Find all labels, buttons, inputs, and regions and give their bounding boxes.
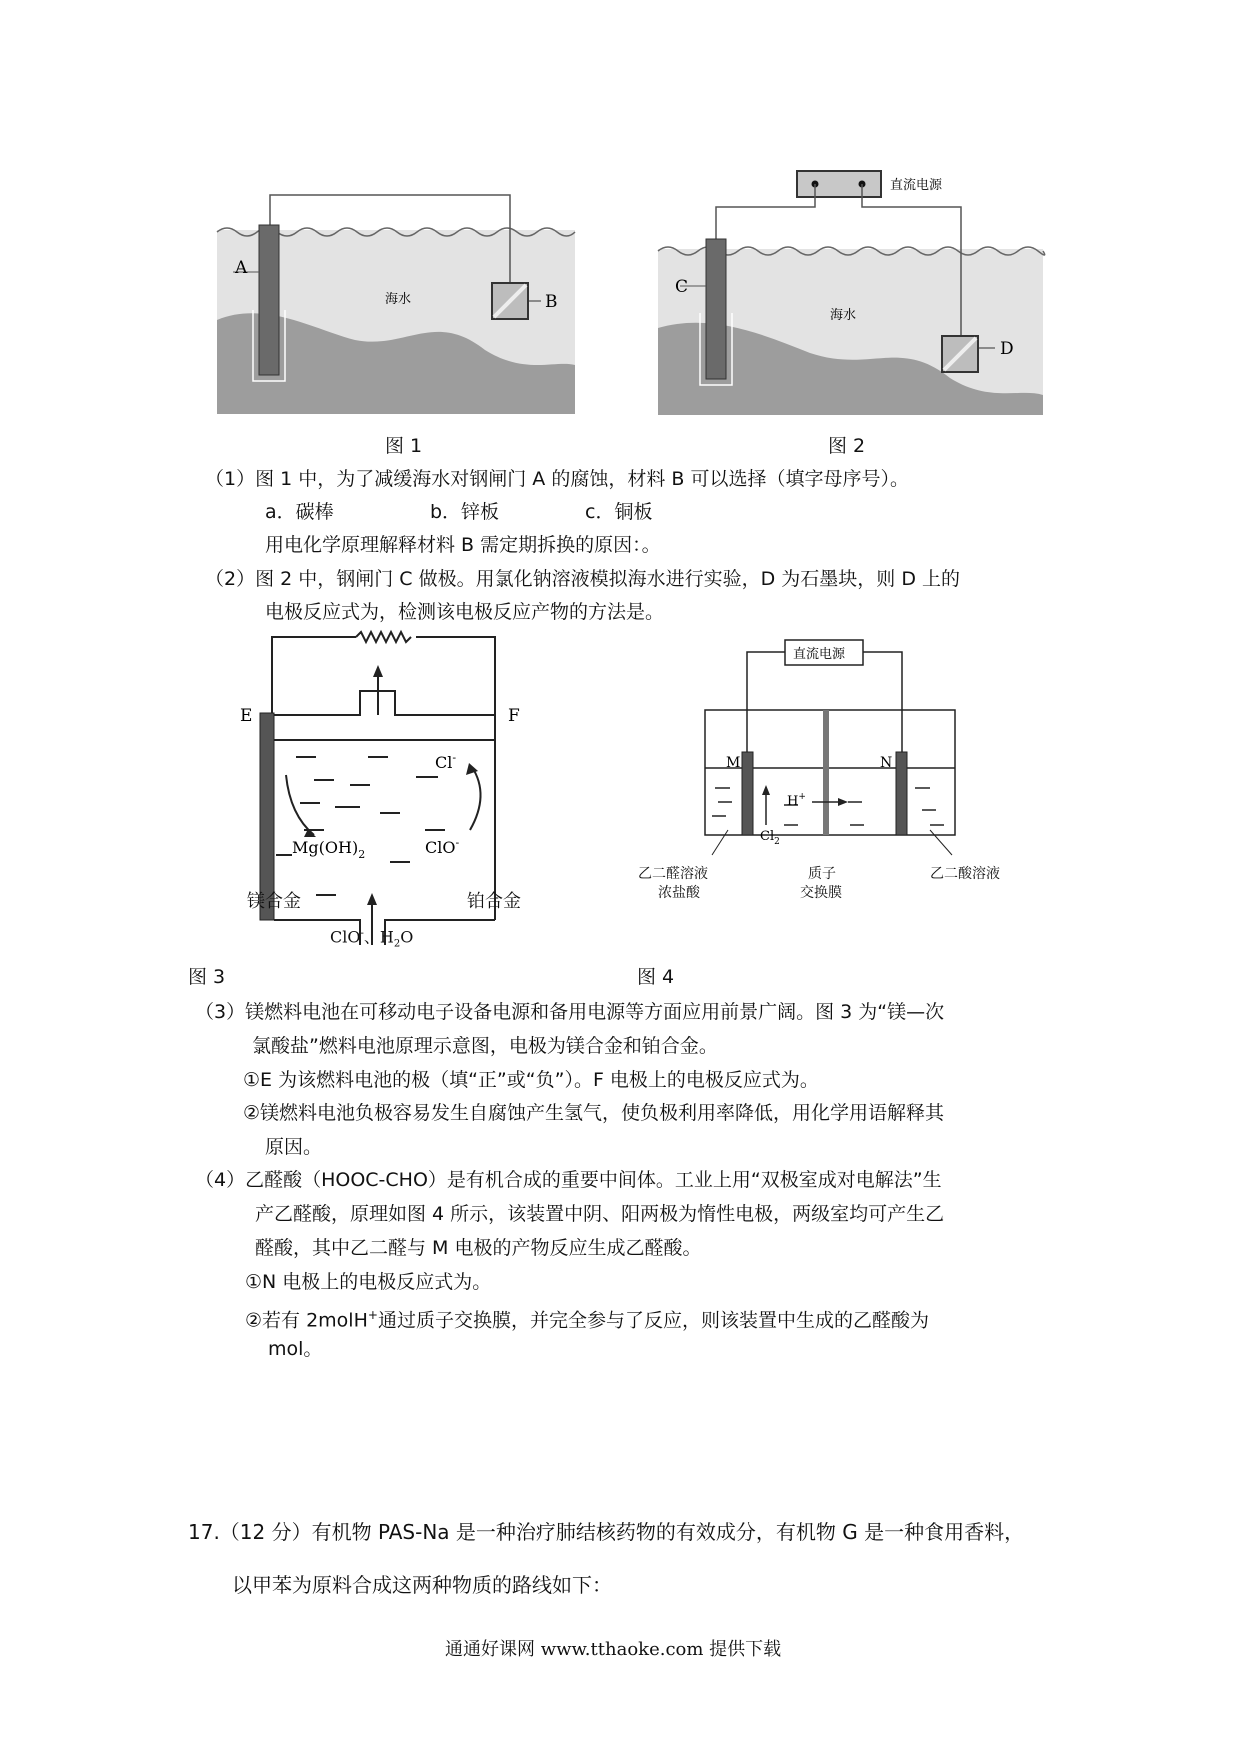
fig3-right-label: 铂合金 (467, 891, 521, 912)
fig3-clo-ion: ClO- (425, 836, 460, 857)
figure-3-caption: 图 3 (188, 966, 226, 988)
figure-4 (690, 630, 1020, 860)
q4-line1: （4）乙醛酸（HOOC-CHO）是有机合成的重要中间体。工业上用“双极室成对电解法”生 (195, 1169, 942, 1191)
q3-line2: 氯酸盐”燃料电池原理示意图，电极为镁合金和铂合金。 (252, 1035, 718, 1057)
q4-line3: 醛酸，其中乙二醛与 M 电极的产物反应生成乙醛酸。 (255, 1237, 702, 1259)
fig4-left-solution-1: 乙二醛溶液 (638, 866, 708, 882)
q1-text: （1）图 1 中，为了减缓海水对钢闸门 A 的腐蚀，材料 B 可以选择（填字母序号）。 (205, 468, 909, 490)
figure-2-caption: 图 2 (828, 435, 866, 457)
fig1-seawater: 海水 (385, 292, 412, 307)
q2-line2: 电极反应式为，检测该电极反应产物的方法是。 (265, 601, 665, 623)
fig3-cl-ion: Cl- (435, 751, 457, 772)
fig4-left-solution-2: 浓盐酸 (658, 885, 700, 901)
fig4-membrane-1: 质子 (808, 866, 836, 882)
fig4-power-label: 直流电源 (793, 647, 846, 662)
page-footer: 通通好课网 www.tthaoke.com 提供下载 (445, 1639, 782, 1660)
q17-line1: 17.（12 分）有机物 PAS-Na 是一种治疗肺结核药物的有效成分，有机物 G 是一种食用香料， (188, 1520, 1025, 1544)
q4-sub2: ②若有 2molH+通过质子交换膜，并完全参与了反应，则该装置中生成的乙醛酸为 (245, 1308, 929, 1332)
fig2-label-c: C (675, 277, 689, 297)
figure-1-caption: 图 1 (385, 435, 423, 457)
figure-2 (650, 163, 1050, 428)
q17-line2: 以甲苯为原料合成这两种物质的路线如下： (232, 1573, 612, 1597)
q1-option-b: b．锌板 (430, 501, 500, 523)
fig3-left-label: 镁合金 (247, 891, 301, 912)
figure-4-caption: 图 4 (637, 966, 675, 988)
q1-option-a: a．碳棒 (265, 501, 334, 523)
fig2-power-label: 直流电源 (890, 178, 943, 193)
fig4-membrane-2: 交换膜 (800, 885, 842, 901)
fig3-mgoh2: $Mg(OH)_2$ (292, 838, 366, 861)
q1-explain: 用电化学原理解释材料 B 需定期拆换的原因：。 (265, 534, 661, 556)
fig2-label-d: D (1000, 339, 1014, 359)
fig2-seawater: 海水 (830, 308, 857, 323)
fig3-inlet-label: ClO-、$H_2O$ (330, 927, 414, 950)
figure-1 (205, 190, 585, 420)
fig4-h-ion: H+ (787, 792, 806, 809)
q3-sub1: ①E 为该燃料电池的极（填“正”或“负”）。F 电极上的电极反应式为。 (243, 1069, 819, 1091)
fig4-label-m: M (726, 755, 741, 771)
q4-sub2-end: mol。 (268, 1338, 323, 1360)
fig3-label-e: E (240, 706, 253, 726)
fig4-cl2: $Cl_2$ (760, 829, 780, 847)
fig1-label-a: A (235, 258, 248, 278)
q3-sub2-line2: 原因。 (265, 1136, 323, 1158)
q3-sub2-line1: ②镁燃料电池负极容易发生自腐蚀产生氢气，使负极利用率降低，用化学用语解释其 (243, 1102, 945, 1124)
fig3-label-f: F (508, 706, 520, 726)
q1-option-c: c．铜板 (585, 501, 653, 523)
q4-sub1: ①N 电极上的电极反应式为。 (245, 1271, 492, 1293)
fig1-label-b: B (545, 292, 558, 312)
q4-line2: 产乙醛酸，原理如图 4 所示，该装置中阴、阳两极为惰性电极，两级室均可产生乙 (255, 1203, 945, 1225)
fig4-label-n: N (880, 755, 893, 771)
q2-line1: （2）图 2 中，钢闸门 C 做极。用氯化钠溶液模拟海水进行实验，D 为石墨块，则 D 上的 (205, 568, 960, 590)
fig4-right-solution: 乙二酸溶液 (930, 866, 1000, 882)
q3-line1: （3）镁燃料电池在可移动电子设备电源和备用电源等方面应用前景广阔。图 3 为“镁—次 (195, 1001, 945, 1023)
